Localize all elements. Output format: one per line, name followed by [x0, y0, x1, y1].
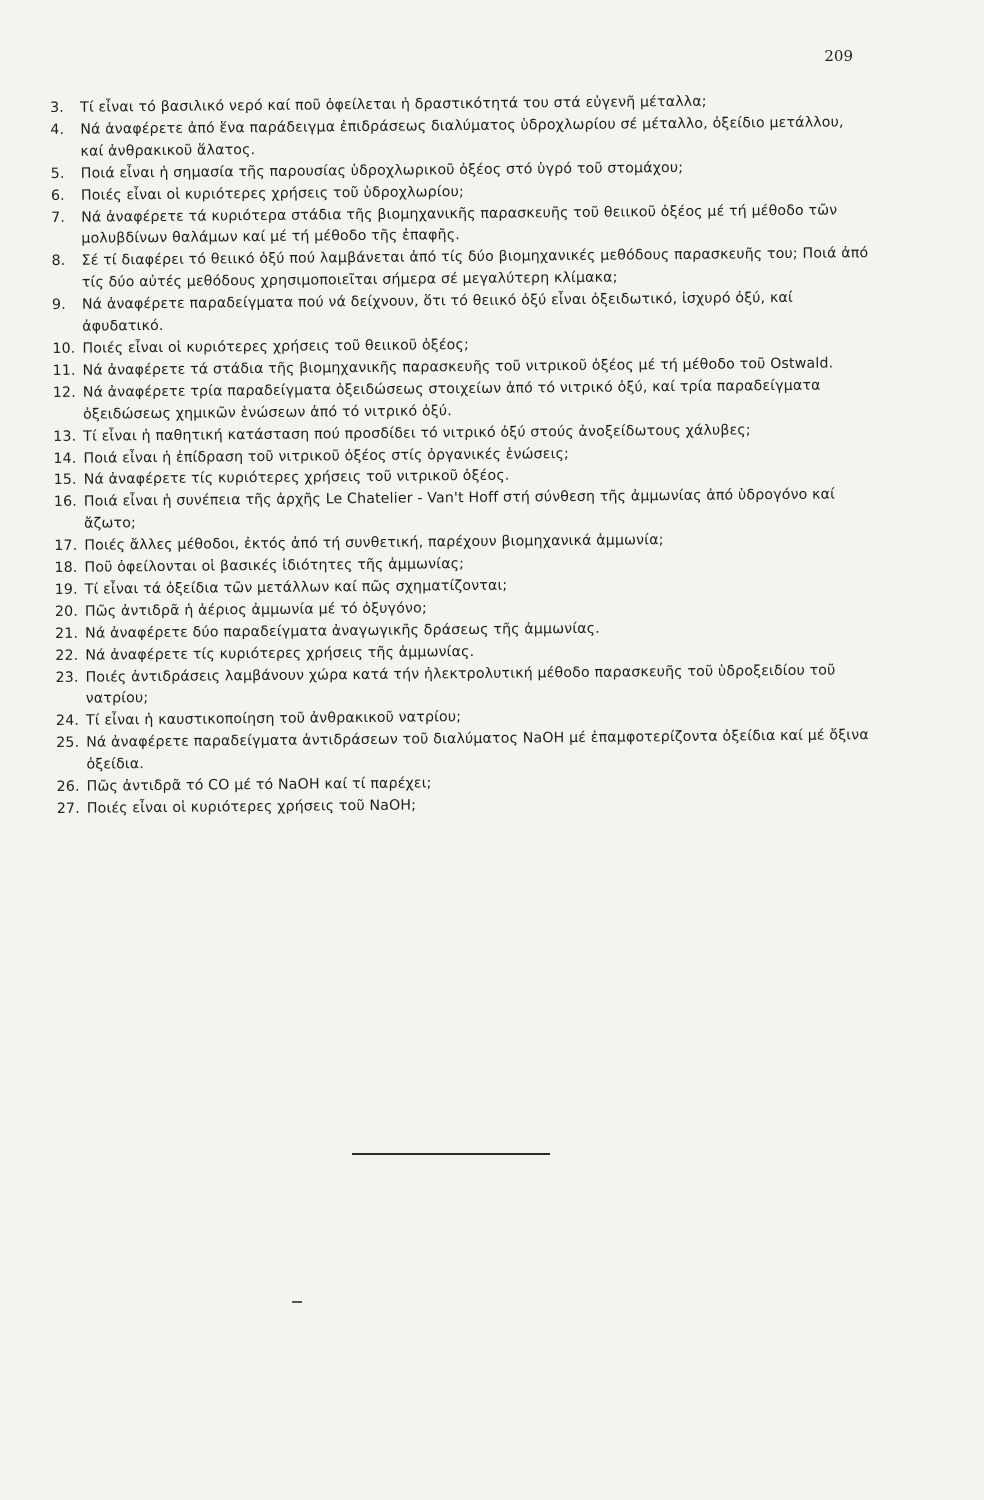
question-text: Τί εἶναι τά ὀξείδια τῶν μετάλλων καί πῶς σχηματίζονται; [84, 577, 508, 598]
list-item [54, 484, 874, 536]
question-number: 13. [53, 428, 77, 445]
question-number: 19. [54, 581, 78, 598]
question-text: Νά ἀναφέρετε δύο παραδείγματα ἀναγωγικῆς δράσεως τῆς ἀμμωνίας. [85, 620, 600, 642]
question-text: Ποιές ἀντιδράσεις λαμβάνουν χώρα κατά τήν ἠλεκτρολυτική μέθοδο παρασκευῆς τοῦ ὑδροξειδίου τοῦ νατρίου; [85, 662, 836, 708]
question-number: 7. [51, 209, 66, 226]
list-item [51, 200, 871, 252]
question-text: Ποιές εἶναι οἱ κυριότερες χρήσεις τοῦ NaOH; [86, 797, 417, 817]
question-number: 12. [52, 384, 76, 401]
question-text: Ποιές εἶναι οἱ κυριότερες χρήσεις τοῦ θειικοῦ ὀξέος; [82, 336, 469, 357]
question-number: 10. [52, 340, 76, 357]
question-text: Νά ἀναφέρετε τά κυριότερα στάδια τῆς βιομηχανικῆς παρασκευῆς τοῦ θειικοῦ ὀξέος μέ τή μέθοδο τῶν μολυβδίνων θαλάμων καί μέ τή μέθοδο τῆς ἐπαφῆς. [81, 201, 838, 248]
question-number: 21. [55, 625, 79, 642]
question-text: Ποιές εἶναι οἱ κυριότερες χρήσεις τοῦ ὑδροχλωρίου; [80, 183, 464, 204]
question-number: 4. [50, 121, 65, 138]
question-number: 15. [53, 472, 77, 489]
list-item [50, 112, 870, 164]
list-item [51, 243, 871, 295]
question-text: Νά ἀναφέρετε τίς κυριότερες χρήσεις τῆς ἀμμωνίας. [85, 643, 475, 664]
question-text: Νά ἀναφέρετε παραδείγματα ἀντιδράσεων τοῦ διαλύματος NaOH μέ ἐπαμφοτερίζοντα ὀξείδια καί μέ ὄξινα ὀξείδια. [86, 727, 869, 773]
question-text: Πῶς ἀντιδρᾶ ἡ ἀέριος ἀμμωνία μέ τό ὀξυγόνο; [84, 600, 427, 620]
question-text: Ποιά εἶναι ἡ συνέπεια τῆς ἀρχῆς Le Chatelier - Van't Hoff στή σύνθεση τῆς ἀμμωνίας ἀπό ὑδρογόνο καί ἄζωτο; [83, 486, 836, 532]
question-text: Νά ἀναφέρετε τρία παραδείγματα ὀξειδώσεως στοιχείων ἀπό τό νιτρικό ὀξύ, καί τρία παραδείγματα ὀξειδώσεως χημικῶν ἑνώσεων ἀπό τό νιτρικό ὀξύ. [82, 377, 821, 423]
question-number: 27. [56, 800, 80, 817]
question-number: 11. [52, 362, 76, 379]
question-text: Ποῦ ὀφείλονται οἱ βασικές ἰδιότητες τῆς ἀμμωνίας; [84, 556, 465, 576]
question-number: 26. [56, 778, 80, 796]
question-number: 17. [54, 537, 78, 555]
question-number: 6. [50, 187, 65, 204]
list-item [52, 287, 872, 339]
question-number: 18. [54, 559, 78, 577]
question-text: Ποιά εἶναι ἡ ἐπίδραση τοῦ νιτρικοῦ ὀξέος στίς ὀργανικές ἑνώσεις; [83, 445, 570, 467]
question-number: 5. [50, 165, 65, 182]
question-text: Ποιά εἶναι ἡ σημασία τῆς παρουσίας ὑδροχλωρικοῦ ὀξέος στό ὑγρό τοῦ στομάχου; [80, 159, 684, 182]
question-text: Τί εἶναι ἡ καυστικοποίηση τοῦ ἀνθρακικοῦ νατρίου; [85, 709, 462, 730]
question-text: Πῶς ἀντιδρᾶ τό CO μέ τό NaOH καί τί παρέχει; [86, 775, 432, 795]
list-item [55, 660, 875, 712]
question-list [50, 90, 877, 821]
question-number: 22. [55, 647, 79, 664]
list-item [53, 375, 873, 427]
question-number: 23. [55, 669, 79, 686]
question-text: Νά ἀναφέρετε ἀπό ἕνα παράδειγμα ἐπιδράσεως διαλύματος ὑδροχλωρίου σέ μέταλλο, ὀξείδιο μετάλλου, καί ἀνθρακικοῦ ἅλατος. [80, 114, 844, 160]
question-number: 14. [53, 450, 77, 467]
section-divider [352, 1153, 550, 1155]
question-number: 20. [54, 603, 79, 620]
question-text: Τί εἶναι ἡ παθητική κατάσταση πού προσδίδει τό νιτρικό ὀξύ στούς ἀνοξείδωτους χάλυβες; [83, 421, 751, 445]
question-text: Νά ἀναφέρετε παραδείγματα πού νά δείχνουν, ὅτι τό θειικό ὀξύ εἶναι ὀξειδωτικό, ἰσχυρό ὀξύ, καί ἀφυδατικό. [81, 290, 793, 335]
question-text: Ποιές ἄλλες μέθοδοι, ἐκτός ἀπό τή συνθετική, παρέχουν βιομηχανικά ἀμμωνία; [84, 532, 664, 554]
question-text: Σέ τί διαφέρει τό θειικό ὀξύ πού λαμβάνεται ἀπό τίς δύο βιομηχανικές μεθόδους παρασκευῆς του; Ποιά ἀπό τίς δύο αὐτές μεθόδους χρησιμοποιεῖται σήμερα σέ μεγαλύτερη κλίμακα; [81, 245, 869, 291]
list-item [56, 725, 876, 777]
question-number: 24. [55, 713, 80, 730]
question-text: Τί εἶναι τό βασιλικό νερό καί ποῦ ὀφείλεται ἡ δραστικότητά του στά εὐγενῆ μέταλλα; [80, 93, 707, 116]
question-number: 8. [51, 253, 66, 270]
question-number: 3. [50, 99, 65, 116]
print-mark [292, 1301, 302, 1303]
question-number: 16. [53, 494, 77, 511]
question-text: Νά ἀναφέρετε τίς κυριότερες χρήσεις τοῦ νιτρικοῦ ὀξέος. [83, 468, 510, 489]
question-number: 25. [56, 735, 80, 752]
question-text: Νά ἀναφέρετε τά στάδια τῆς βιομηχανικῆς παρασκευῆς τοῦ νιτρικοῦ ὀξέος μέ τή μέθοδο τοῦ Ostwald. [82, 355, 834, 379]
question-number: 9. [51, 297, 66, 314]
page-number: 209 [824, 47, 853, 65]
